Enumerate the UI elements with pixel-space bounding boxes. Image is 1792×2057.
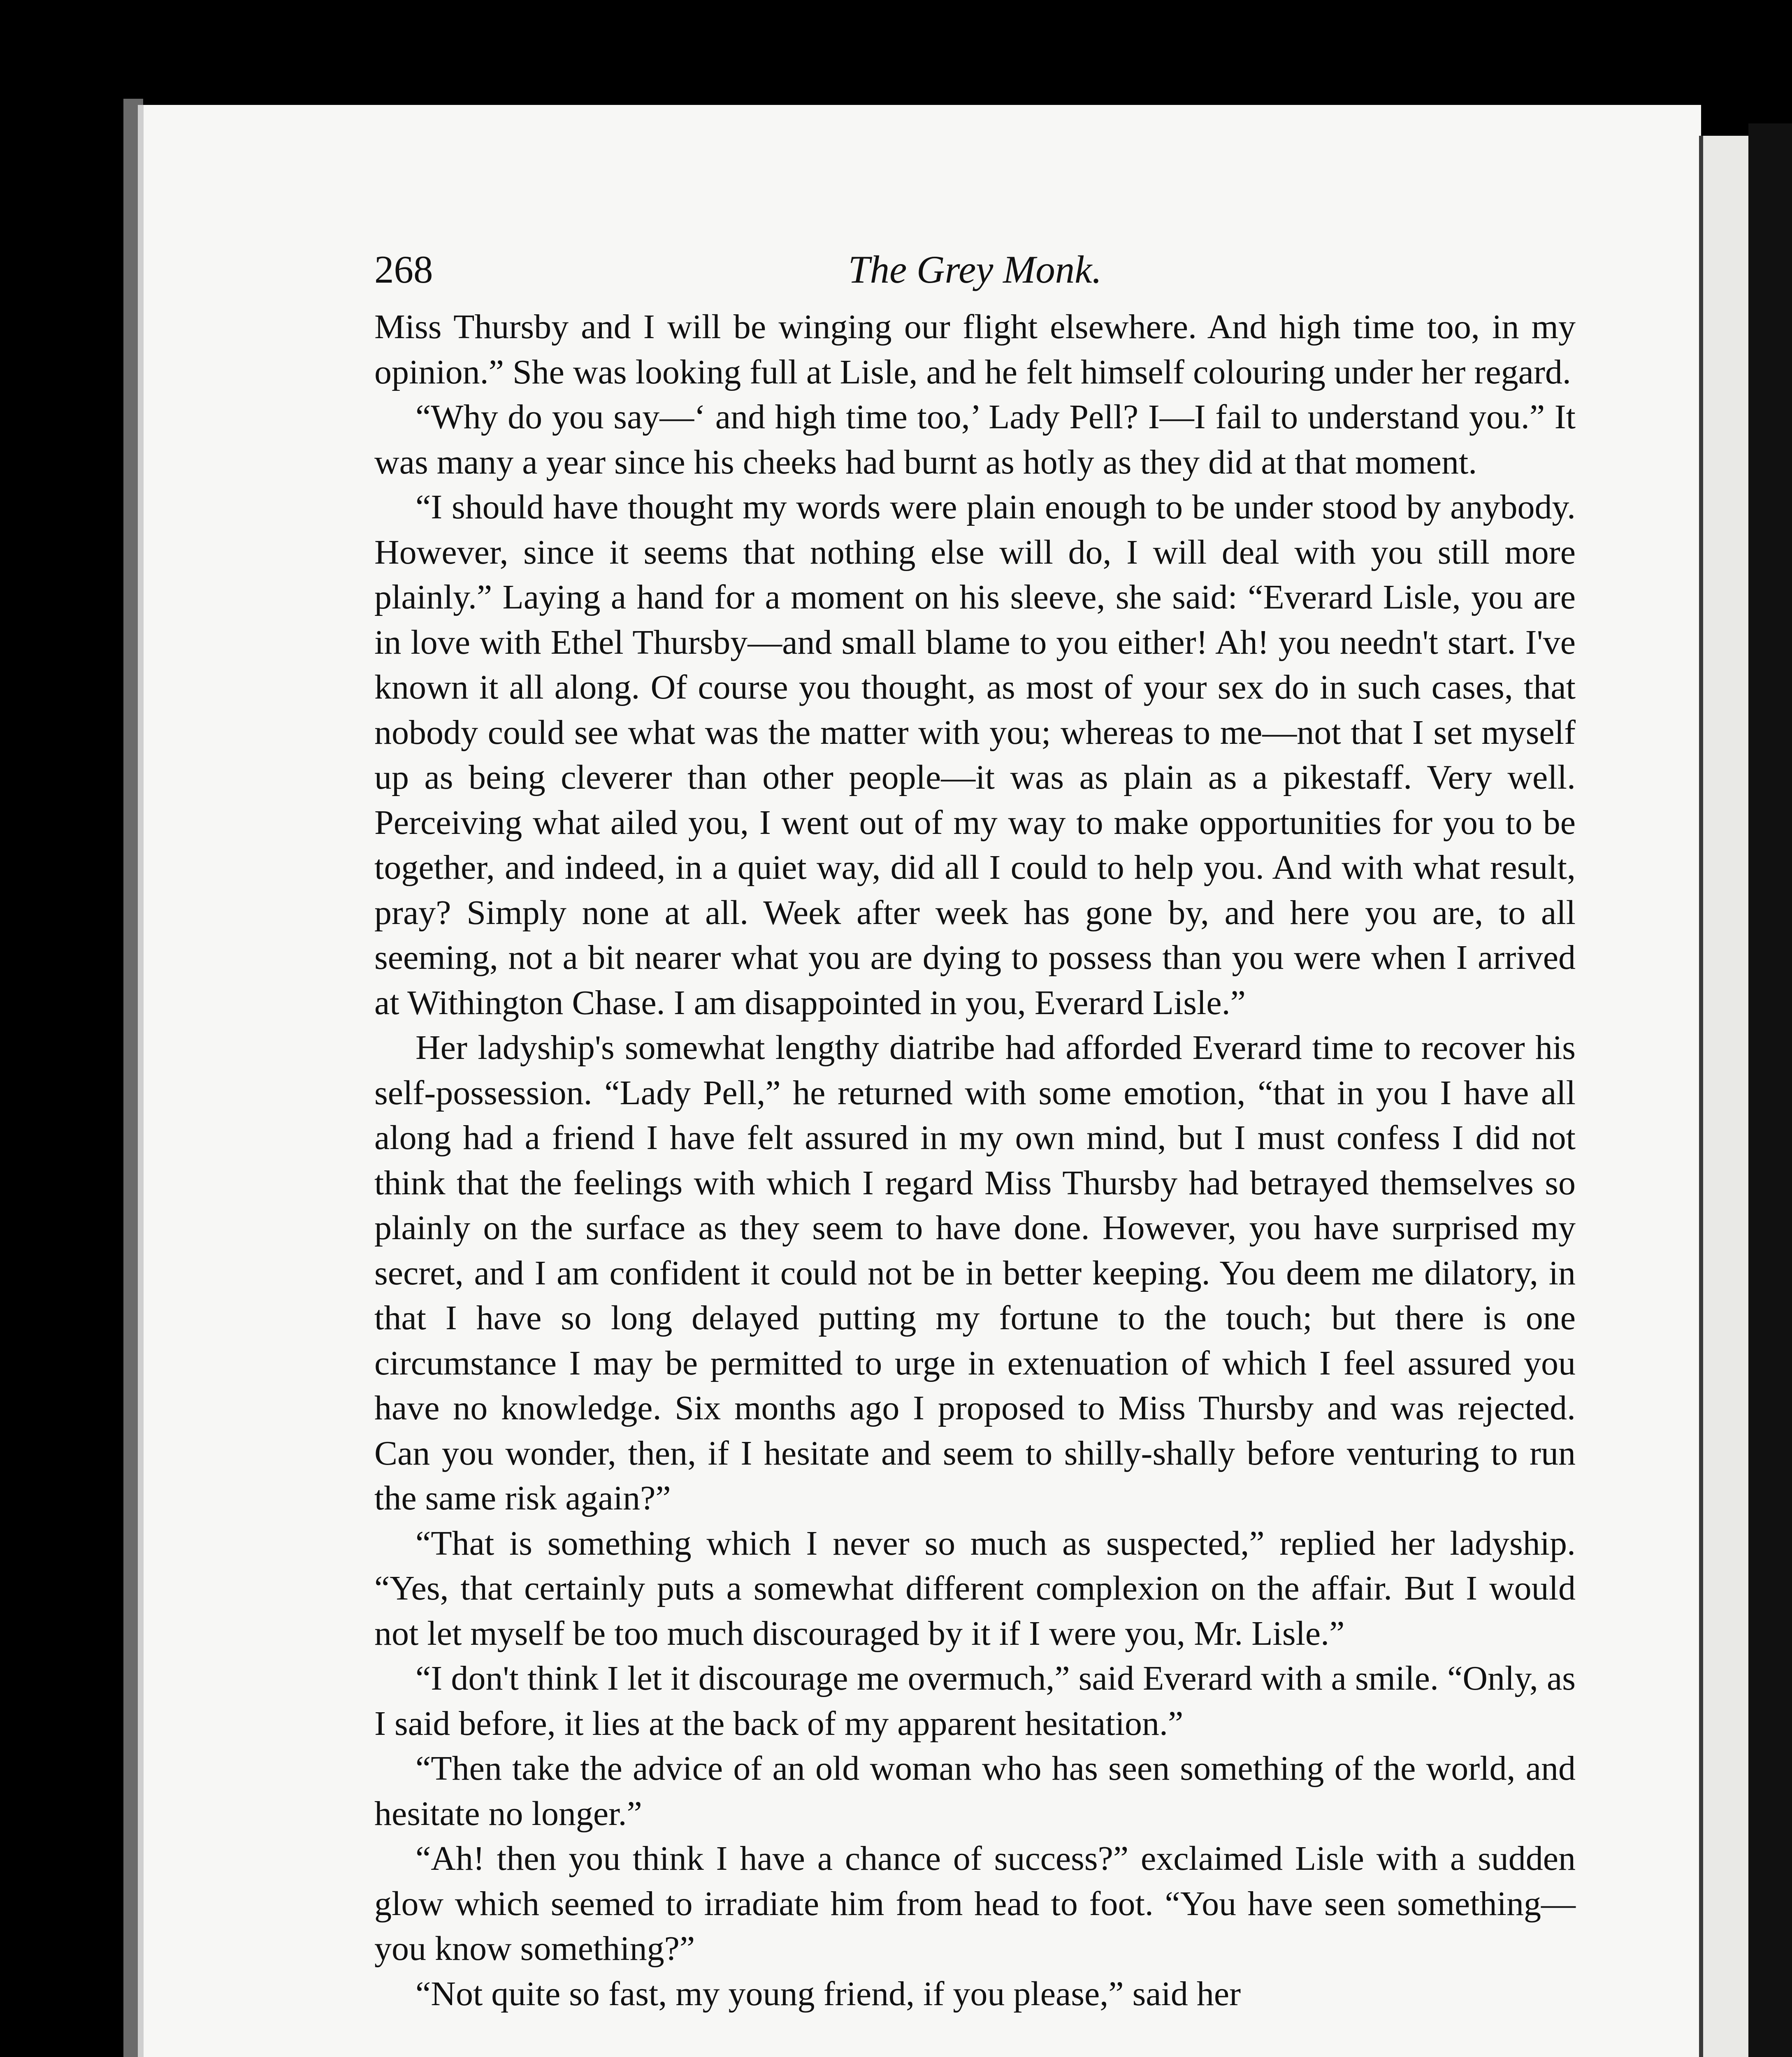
running-head xyxy=(374,243,1576,304)
running-title: The Grey Monk. xyxy=(848,248,1102,291)
paragraph: “I should have thought my words were plain enough to be under stood by anybody. However, since it seems that nothing else will do, I will deal with you still more plainly.” Laying a hand for a moment on his sleeve, she said: “Everard Lisle, you are in love with Ethel Thursby—and small blame to you either! Ah! you needn't start. I've known it all along. Of course you thought, as most of your sex do in such cases, that nobody could see what was the matter with you; whereas to me—not that I set myself up as being cleverer than other people—it was as plain as a pikestaff. Very well. Perceiving what ailed you, I went out of my way to make opportunities for you to be together, and indeed, in a quiet way, did all I could to help you. And with what result, pray? Simply none at all. Week after week has gone by, and here you are, to all seeming, not a bit nearer what you are dying to possess than you were when I arrived at Withington Chase. I am disappointed in you, Everard Lisle.” xyxy=(374,488,1576,1022)
body-text xyxy=(374,304,1576,2016)
next-page-edge xyxy=(1699,136,1748,2057)
paragraph: “I don't think I let it discourage me overmuch,” said Everard with a smile. “Only, as I said before, it lies at the back of my apparent hesitation.” xyxy=(374,1659,1576,1743)
page-text-block xyxy=(374,243,1576,2016)
next-page-dark-strip xyxy=(1748,123,1792,2057)
paragraph: “Not quite so fast, my young friend, if you please,” said her xyxy=(416,1974,1241,2013)
paragraph: “Why do you say—‘ and high time too,’ Lady Pell? I—I fail to understand you.” It was many a year since his cheeks had burnt as hotly as they did at that moment. xyxy=(374,398,1576,481)
paragraph: Her ladyship's somewhat lengthy diatribe had afforded Everard time to recover his self-possession. “Lady Pell,” he returned with some emotion, “that in you I have all along had a friend I have felt assured in my own mind, but I must confess I did not think that the feelings with which I regard Miss Thursby had betrayed themselves so plainly on the surface as they seem to have done. However, you have surprised my secret, and I am confident it could not be in better keeping. You deem me dilatory, in that I have so long delayed putting my fortune to the touch; but there is one circumstance I may be permitted to urge in extenuation of which I feel assured you have no knowledge. Six months ago I proposed to Miss Thursby and was rejected. Can you wonder, then, if I hesitate and seem to shilly-shally before venturing to run the same risk again?” xyxy=(374,1028,1576,1517)
paragraph: “That is something which I never so much as suspected,” replied her ladyship. “Yes, that certainly puts a somewhat different complexion on the affair. But I would not let myself be too much discouraged by it if I were you, Mr. Lisle.” xyxy=(374,1524,1576,1653)
page-number: 268 xyxy=(374,248,433,291)
paragraph: “Then take the advice of an old woman who has seen something of the world, and hesitate no longer.” xyxy=(374,1749,1576,1833)
paragraph: Miss Thursby and I will be winging our flight elsewhere. And high time too, in my opinion.” She was looking full at Lisle, and he felt himself colouring under her regard. xyxy=(374,308,1576,391)
paragraph: “Ah! then you think I have a chance of success?” exclaimed Lisle with a sudden glow which seemed to irradiate him from head to foot. “You have seen something—you know something?” xyxy=(374,1839,1576,1968)
